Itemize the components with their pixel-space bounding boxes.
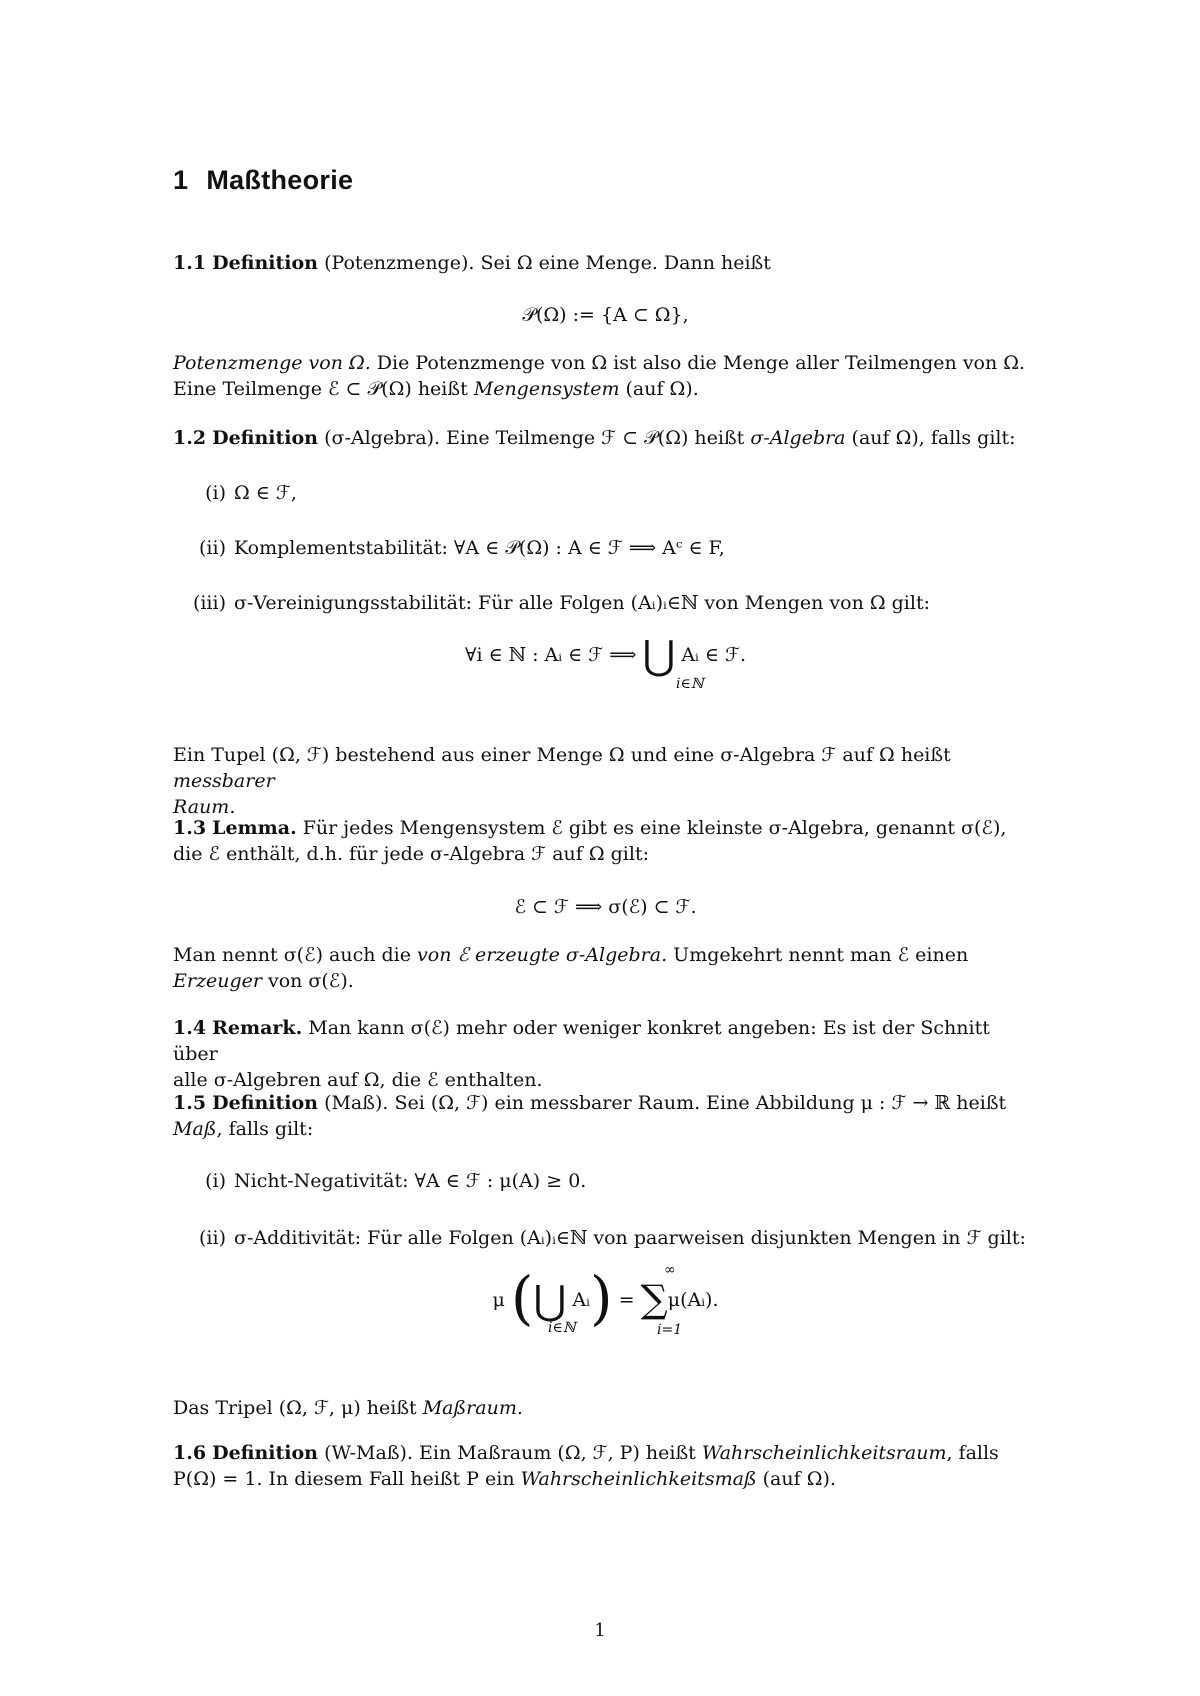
item-label: (i): [205, 1170, 226, 1192]
text: die ℰ enthält, d.h. für jede σ-Algebra ℱ auf Ω gilt:: [173, 843, 649, 865]
text: (auf Ω), falls gilt:: [845, 427, 1016, 449]
def-word: Remark.: [212, 1017, 303, 1039]
text: Die Potenzmenge von Ω ist also die Menge aller Teilmengen von Ω.: [370, 352, 1026, 374]
text: , falls gilt:: [216, 1118, 314, 1140]
item-label: (ii): [199, 537, 226, 559]
term-raum: Raum.: [173, 796, 236, 818]
text: alle σ-Algebren auf Ω, die ℰ enthalten.: [173, 1069, 543, 1091]
text: , falls: [946, 1442, 999, 1464]
sum-upper: ∞: [664, 1262, 676, 1278]
page-number: 1: [594, 1620, 606, 1641]
def-number: 1.3: [173, 817, 207, 839]
definition-1-2-heading: [173, 425, 1038, 451]
lemma-1-3-after: [173, 942, 1038, 994]
text: Eine Teilmenge ℰ ⊂ 𝒫(Ω) heißt: [173, 378, 474, 400]
item-text: σ-Additivität: Für alle Folgen (Aᵢ)ᵢ∈ℕ von paarweisen disjunkten Mengen in ℱ gilt:: [234, 1227, 1026, 1249]
sum-symbol: ∑: [640, 1277, 668, 1321]
item-label: (ii): [199, 1227, 226, 1249]
formula-powerset: 𝒫(Ω) := {A ⊂ Ω},: [522, 304, 689, 326]
text: Sei (Ω, ℱ) ein messbarer Raum. Eine Abbildung μ : ℱ → ℝ heißt: [394, 1092, 1007, 1114]
text: (auf Ω).: [756, 1468, 836, 1490]
def-number: 1.1: [173, 252, 207, 274]
list-item: [190, 535, 1040, 561]
lemma-1-3: [173, 815, 1038, 867]
term-massraum: Maßraum.: [422, 1397, 523, 1419]
def-number: 1.4: [173, 1017, 207, 1039]
def-name: (Maß).: [324, 1092, 389, 1114]
text: Ein Maßraum (Ω, ℱ, P) heißt: [419, 1442, 702, 1464]
def-number: 1.2: [173, 427, 207, 449]
text: von σ(ℰ).: [261, 970, 354, 992]
text: Ein Tupel (Ω, ℱ) bestehend aus einer Menge Ω und eine σ-Algebra ℱ auf Ω heißt: [173, 744, 951, 766]
term-mass: Maß: [173, 1118, 217, 1140]
item-text: Nicht-Negativität: ∀A ∈ ℱ : μ(A) ≥ 0.: [234, 1170, 587, 1192]
section-title-text: Maßtheorie: [206, 165, 354, 195]
list-item: [190, 590, 1040, 616]
term-erzeugte: von ℰ erzeugte σ-Algebra.: [417, 944, 668, 966]
def-word: Lemma.: [212, 817, 297, 839]
def-word: Definition: [212, 252, 319, 274]
definition-1-1-heading: [173, 250, 1038, 276]
union-index: i∈ℕ: [548, 1320, 576, 1336]
list-item: [190, 1168, 1040, 1194]
section-title: [173, 165, 353, 196]
union-index: i∈ℕ: [676, 676, 704, 692]
item-text: Komplementstabilität: ∀A ∈ 𝒫(Ω) : A ∈ ℱ ⟹ Aᶜ ∈ F,: [234, 537, 725, 559]
term-wahrscheinlichkeitsmass: Wahrscheinlichkeitsmaß: [520, 1468, 757, 1490]
definition-1-5-after: [173, 1395, 1038, 1421]
def-name: (W-Maß).: [324, 1442, 413, 1464]
item-text: σ-Vereinigungsstabilität: Für alle Folgen (Aᵢ)ᵢ∈ℕ von Mengen von Ω gilt:: [234, 592, 930, 614]
term-erzeuger: Erzeuger: [173, 970, 262, 992]
def-word: Definition: [212, 427, 319, 449]
text: P(Ω) = 1. In diesem Fall heißt P ein: [173, 1468, 521, 1490]
def-word: Definition: [212, 1442, 319, 1464]
list-item: [190, 480, 1040, 506]
item-text: Ω ∈ ℱ,: [234, 482, 297, 504]
text: Umgekehrt nennt man ℰ einen: [667, 944, 969, 966]
term-messbarer-raum: messbarer: [173, 770, 275, 792]
def-number: 1.6: [173, 1442, 207, 1464]
formula-sigma-additivity: μ (⋃ Aᵢ) = ∑μ(Aᵢ).: [492, 1264, 719, 1332]
definition-1-6: [173, 1440, 1038, 1492]
text: Für jedes Mengensystem ℰ gibt es eine kleinste σ-Algebra, genannt σ(ℰ),: [302, 817, 1007, 839]
term-wahrscheinlichkeitsraum: Wahrscheinlichkeitsraum: [701, 1442, 947, 1464]
def-number: 1.5: [173, 1092, 207, 1114]
formula-generated: ℰ ⊂ ℱ ⟹ σ(ℰ) ⊂ ℱ.: [514, 896, 697, 918]
def-name: (Potenzmenge).: [324, 252, 475, 274]
text: Man kann σ(ℰ) mehr oder weniger konkret angeben: Es ist der Schnitt über: [173, 1017, 990, 1065]
text: Man nennt σ(ℰ) auch die: [173, 944, 418, 966]
text: Eine Teilmenge ℱ ⊂ 𝒫(Ω) heißt: [446, 427, 751, 449]
definition-1-2-after: [173, 742, 1038, 820]
definition-1-1-body: [173, 350, 1038, 402]
term-sigma-algebra: σ-Algebra: [750, 427, 846, 449]
text: Das Tripel (Ω, ℱ, μ) heißt: [173, 1397, 423, 1419]
text: (auf Ω).: [619, 378, 699, 400]
section-number: 1: [173, 165, 189, 195]
formula-union-stability: ∀i ∈ ℕ : Aᵢ ∈ ℱ ⟹ ⋃ Aᵢ ∈ ℱ.: [465, 633, 746, 679]
def-intro: Sei Ω eine Menge. Dann heißt: [480, 252, 771, 274]
term-mengensystem: Mengensystem: [473, 378, 620, 400]
sum-lower: i=1: [657, 1322, 683, 1338]
def-word: Definition: [212, 1092, 319, 1114]
union-symbol: ⋃: [533, 1278, 567, 1324]
definition-1-5: [173, 1090, 1038, 1142]
union-symbol: ⋃: [642, 633, 676, 679]
item-label: (iii): [192, 592, 226, 614]
list-item: [190, 1225, 1040, 1251]
def-name: (σ-Algebra).: [324, 427, 441, 449]
remark-1-4: [173, 1015, 1038, 1093]
term-powerset: Potenzmenge von Ω.: [173, 352, 371, 374]
item-label: (i): [205, 482, 226, 504]
